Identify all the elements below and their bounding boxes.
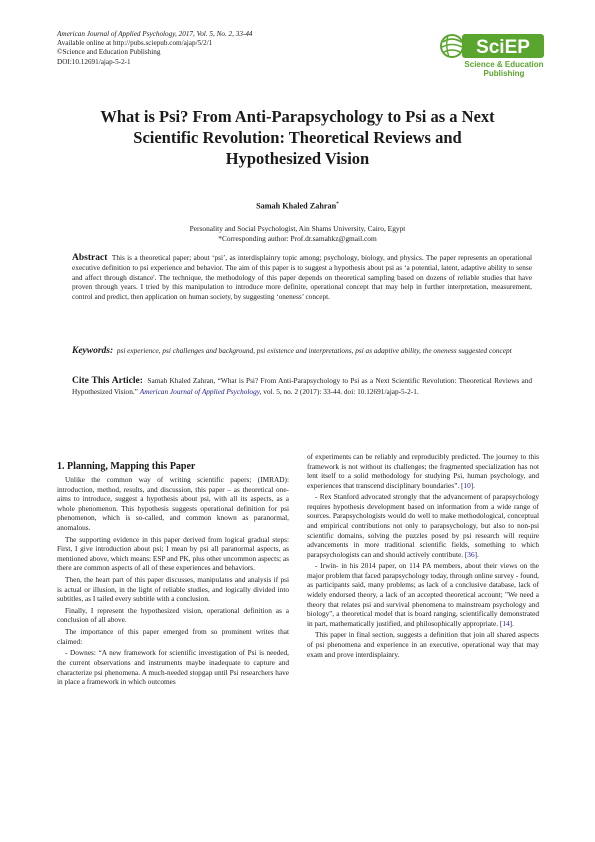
cite-text: Samah Khaled Zahran, “What is Psi? From Anti-Parapsychology to Psi as a Next Scientific Revolution: Theoretical Reviews and Hypothesized Vision.” <box>72 376 533 396</box>
sciep-logo <box>440 30 548 78</box>
abstract <box>72 253 532 301</box>
paragraph-text: of experiments can be reliably and reproducibly predicted. The journey to this framework is not without its challenges; the fragmented specialization has not lent itself to a solid methodology for studying Psi, human psychology, and experiences that transcend disciplinary boundaries”. <box>307 452 539 490</box>
abstract-heading: Abstract <box>72 253 108 263</box>
paragraph-text: - Irwin- in his 2014 paper, on 114 PA members, about their views on the major problem that faced parapsychology today, through online survey - found, as participants said, many problems; as lack of a conclusive database, lack of widely endorsed theory, a lack of an accepted theoretical account; "We need a theory that relates psi and survival phenomena to mainstream psychology and biology", a theoretical model that is board ranging, scientifically demonstrated in part, mathematically justified, and philosophically appropriate. <box>307 561 539 628</box>
left-column <box>57 460 289 689</box>
keywords-heading: Keywords: <box>72 346 114 356</box>
logo-line1: Science & Education <box>464 60 544 69</box>
paper-title <box>40 106 555 169</box>
cite-this-article <box>72 376 532 396</box>
author-mark: * <box>336 201 339 207</box>
paragraph-text: - Rex Stanford advocated strongly that the advancement of parapsychology requires hypothesis development based on information from a wide range of sources. Parapsychologists would do well to make methodological, conceptual and empirical contributions not only to parapsychology, but also to non-psi scientific domains, solving the puzzles posed by psi research will require advancements in more traditional scientific fields, something to which parapsychologists can and should actively contribute. <box>307 492 539 559</box>
title-line-3: Hypothesized Vision <box>225 149 370 168</box>
reference-link[interactable]: [14]. <box>499 618 514 628</box>
reference-link[interactable]: [36]. <box>464 549 479 559</box>
author-name: Samah Khaled Zahran <box>256 201 337 211</box>
paragraph: Unlike the common way of writing scientific papers; (IMRAD): introduction, method, results, and discussion, this paper – as theoretical one- aims to introduce, suggest a hypothesis about psi, with all its aspects, as a whole phenomenon. This hypothesis suggests operational definition for psi phenomenon, which is so-called, and common known as paranormal, anomalous. <box>57 475 289 532</box>
cite-heading: Cite This Article: <box>72 376 143 386</box>
available-online-line: Available online at http://pubs.sciepub.com/ajap/5/2/1 <box>57 39 213 48</box>
reference-link[interactable]: [10]. <box>461 480 475 490</box>
paragraph <box>307 452 539 490</box>
copyright-line: ©Science and Education Publishing <box>57 48 161 57</box>
paragraph: The importance of this paper emerged from so prominent writes that claimed: <box>57 627 289 646</box>
author-line <box>0 201 595 211</box>
keywords <box>72 346 532 357</box>
abstract-text: This is a theoretical paper; about ‘psi’, as interdisplainry topic among; psychology, biology, and physics. The paper represents an operational executive definition to psi experience and behavior. The aim of this paper is to suggest a hypothesis about psi as ‘a potential, latent, adaptive ability to sense and affect through distance'. The technique, the methodology of this paper depends on theoretical sampling based on dozens of reliable studies that have proven through years. I tried by this manipulation to introduce more definite, operational concept that may help in further interpretation, measurement, control and predict, then application on human society, by suggesting ‘oneness’ concept. <box>72 253 532 301</box>
journal-citation-line: American Journal of Applied Psychology, 2017, Vol. 5, No. 2, 33-44 <box>57 30 253 38</box>
affiliation-block <box>0 224 595 243</box>
cite-tail: vol. 5, no. 2 (2017): 33-44. doi: 10.12691/ajap-5-2-1. <box>263 386 419 396</box>
section-heading: 1. Planning, Mapping this Paper <box>57 461 196 472</box>
paragraph <box>307 561 539 628</box>
corresponding-author: *Corresponding author: Prof.dr.samahkz@gmail.com <box>218 233 377 243</box>
logo-line2: Publishing <box>483 69 525 78</box>
journal-header <box>57 30 387 67</box>
paragraph <box>307 492 539 559</box>
keywords-text: psi experience, psi challenges and background, psi existence and interpretations, psi as adaptive ability, the oneness suggested concept <box>116 346 512 355</box>
logo-name: SciEP <box>476 37 530 58</box>
paragraph: This paper in final section, suggests a definition that join all shared aspects of psi phenomena and experience in an executive, operational way that may exam and prove interdisplainry. <box>307 630 539 659</box>
paragraph: The supporting evidence in this paper derived from logical gradual steps: First, I give introduction about psi; I mean by psi all paranormal aspects, as mentioned above, which means: ESP and PK, plus other uncommon aspects; as there are common aspects of all of these experiences and behaviors. <box>57 534 289 573</box>
title-line-2: Scientific Revolution: Theoretical Reviews and <box>133 128 462 147</box>
paragraph: - Downes: “A new framework for scientific investigation of Psi is needed, the current observations and instruments maybe inadequate to capture and characterize psi phenomena. A much-needed stopgap until Psi researchers have in place a framework in which outcomes <box>57 648 289 687</box>
right-column <box>307 452 539 661</box>
title-line-1: What is Psi? From Anti-Parapsychology to Psi as a Next <box>100 107 495 126</box>
affiliation: Personality and Social Psychologist, Ain Shams University, Cairo, Egypt <box>189 224 406 233</box>
paragraph: Finally, I represent the hypothesized vision, operational definition as a conclusion of all above. <box>57 605 289 625</box>
paragraph: Then, the heart part of this paper discusses, manipulates and analysis if psi is actual or illusion, in the light of reliable studies, and logically divided into subtitles, as I tailed every subtitle with a conclusion. <box>57 575 289 604</box>
globe-icon <box>441 35 463 57</box>
doi-line: DOI:10.12691/ajap-5-2-1 <box>57 57 131 66</box>
cite-journal: American Journal of Applied Psychology, <box>139 386 262 396</box>
